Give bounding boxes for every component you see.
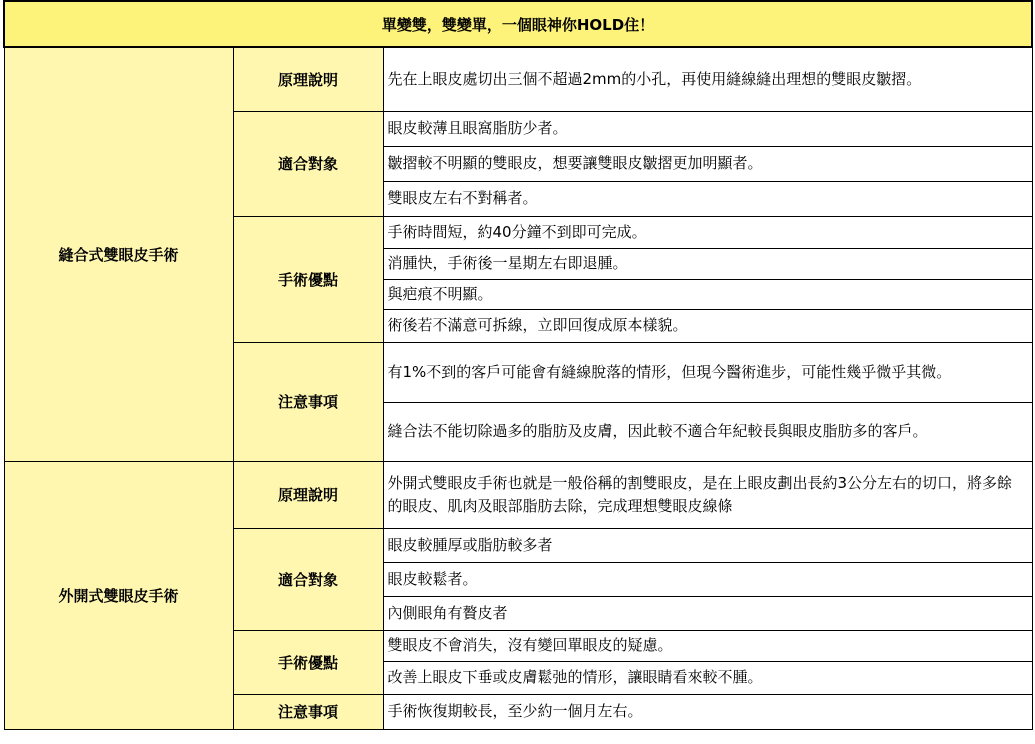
label-notes: 注意事項 xyxy=(233,342,383,461)
table-row xyxy=(4,461,1032,528)
category-suture: 縫合式雙眼皮手術 xyxy=(4,47,233,461)
description-cell: 縫合法不能切除過多的脂肪及皮膚，因此較不適合年紀較長與眼皮脂肪多的客戶。 xyxy=(383,402,1032,461)
description-cell: 眼皮較薄且眼窩脂肪少者。 xyxy=(383,111,1032,146)
description-cell: 有1%不到的客戶可能會有縫線脫落的情形，但現今醫術進步，可能性幾乎微乎其微。 xyxy=(383,342,1032,402)
description-cell: 與疤痕不明顯。 xyxy=(383,279,1032,309)
description-cell: 外開式雙眼皮手術也就是一般俗稱的割雙眼皮，是在上眼皮劃出長約3公分左右的切口，將多餘的眼皮、肌肉及眼部脂肪去除，完成理想雙眼皮線條 xyxy=(383,461,1032,528)
description-cell: 眼皮較腫厚或脂肪較多者 xyxy=(383,528,1032,562)
label-principle: 原理說明 xyxy=(233,47,383,111)
label-advantages: 手術優點 xyxy=(233,216,383,342)
description-cell: 手術時間短，約40分鐘不到即可完成。 xyxy=(383,216,1032,248)
comparison-sheet xyxy=(3,0,1031,739)
label-principle: 原理說明 xyxy=(233,461,383,528)
description-cell: 雙眼皮左右不對稱者。 xyxy=(383,181,1032,216)
description-cell: 雙眼皮不會消失，沒有變回單眼皮的疑慮。 xyxy=(383,630,1032,661)
description-cell: 先在上眼皮處切出三個不超過2mm的小孔，再使用縫線縫出理想的雙眼皮皺摺。 xyxy=(383,47,1032,111)
description-cell: 改善上眼皮下垂或皮膚鬆弛的情形，讓眼睛看來較不腫。 xyxy=(383,661,1032,694)
title-row xyxy=(4,1,1032,47)
table-title: 單變雙，雙變單，一個眼神你HOLD住！ xyxy=(4,1,1032,47)
label-notes: 注意事項 xyxy=(233,694,383,729)
description-cell: 手術恢復期較長，至少約一個月左右。 xyxy=(383,694,1032,729)
description-cell: 皺摺較不明顯的雙眼皮，想要讓雙眼皮皺摺更加明顯者。 xyxy=(383,146,1032,181)
description-cell: 內側眼角有贅皮者 xyxy=(383,596,1032,630)
label-advantages: 手術優點 xyxy=(233,630,383,694)
eyelid-surgery-table xyxy=(3,0,1033,730)
description-cell: 術後若不滿意可拆線，立即回復成原本樣貌。 xyxy=(383,309,1032,342)
label-suitable: 適合對象 xyxy=(233,111,383,216)
description-cell: 眼皮較鬆者。 xyxy=(383,562,1032,596)
label-suitable: 適合對象 xyxy=(233,528,383,630)
category-incision: 外開式雙眼皮手術 xyxy=(4,461,233,729)
table-row xyxy=(4,47,1032,111)
description-cell: 消腫快，手術後一星期左右即退腫。 xyxy=(383,248,1032,279)
